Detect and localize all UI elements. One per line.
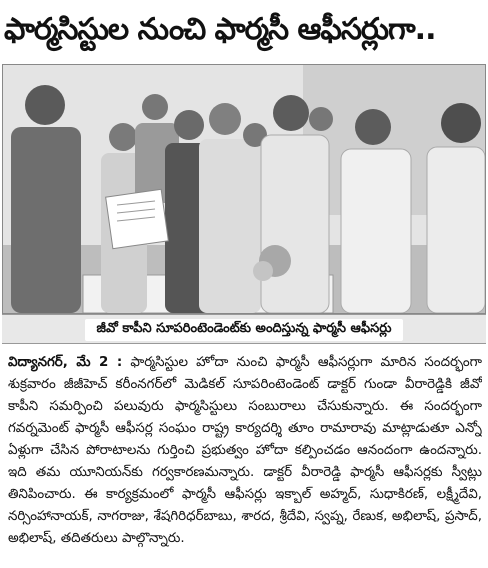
headline: ఫార్మసిస్టుల నుంచి ఫార్మసీ ఆఫీసర్లుగా.. [4, 12, 436, 47]
photo-caption-bar [2, 314, 486, 344]
article-dateline: విద్యానగర్, మే 2 : [8, 355, 123, 370]
news-photo-group-of-people [3, 65, 485, 313]
article-text: ఫార్మసిస్టుల హోదా నుంచి ఫార్మసీ ఆఫీసర్లుగా మారిన సందర్భంగా శుక్రవారం జీజీహెచ్ కరీంనగర్‌లో మెడికల్ సూపరింటెండెంట్ డాక్టర్ గుండా వీరారెడ్డికి జీవో కాపీని సమర్పించి పలువురు ఫార్మసిస్టులు సంబురాలు చేసుకున్నారు. ఈ సందర్భంగా గవర్నమెంట్ ఫార్మసీ ఆఫీసర్ల సంఘం రాష్ట్ర కార్యదర్శి తూం రామారావు మాట్లాడుతూ ఎన్నో ఏళ్లుగా చేసిన పోరాటాలను గుర్తించి ప్రభుత్వం హోదా కల్పించడం ఆనందంగా ఉందన్నారు. ఇది తమ యూనియన్‌కు గర్వకారణమన్నారు. డాక్టర్ వీరారెడ్డి ఫార్మసీ ఆఫీసర్లకు స్వీట్లు తినిపించారు. ఈ కార్యక్రమంలో ఫార్మసీ ఆఫీసర్లు ఇక్బాల్ అహ్మద్, సుధాకిరణ్, లక్ష్మీదేవి, నర్సింహానాయక్, నాగరాజు, శేషగిరిధర్‌బాబు, శారద, శ్రీదేవి, స్వప్న, రేణుక, అభిలాష్, ప్రసాద్, అభిలాష్, తదితరులు పాల్గొన్నారు. [8, 355, 482, 546]
news-photo [2, 64, 486, 314]
article-body [8, 352, 482, 564]
photo-caption: జీవో కాపీని సూపరింటెండెంట్‌కు అందిస్తున్న ఫార్మసీ ఆఫీసర్లు [85, 319, 404, 341]
